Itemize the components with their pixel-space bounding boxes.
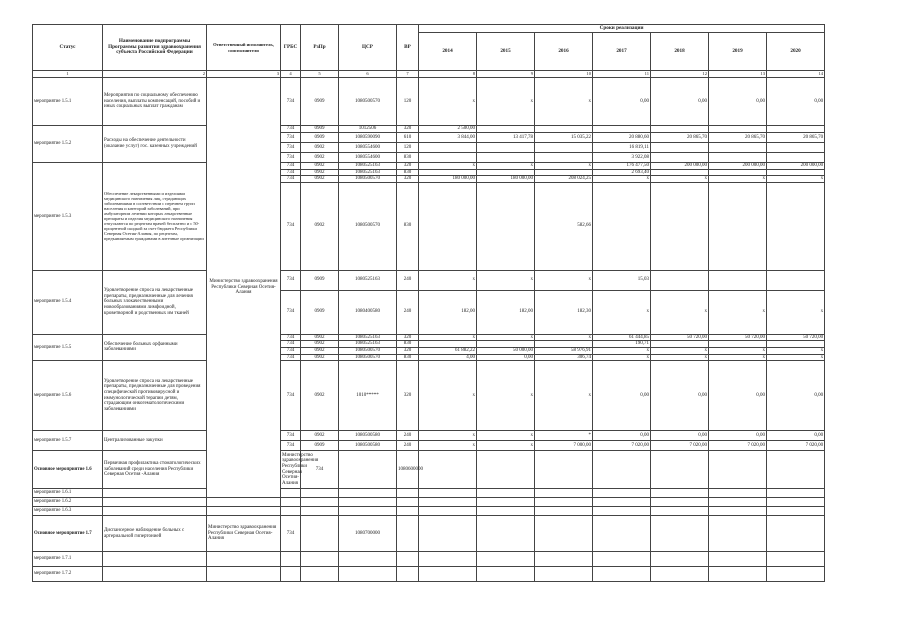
- col-number: 10: [535, 71, 593, 78]
- cell-value: x: [477, 78, 535, 126]
- col-number: 3: [207, 71, 281, 78]
- col-number: 14: [767, 71, 825, 78]
- cell-value: [651, 169, 709, 176]
- cell-grbs: 734: [281, 290, 301, 334]
- cell-value: [767, 182, 825, 270]
- cell-vr: 320: [397, 361, 419, 431]
- header-period: Сроки реализации: [419, 25, 825, 33]
- cell-value: 208 024,25: [535, 176, 593, 183]
- cell-value: 7 020,00: [593, 441, 651, 451]
- cell-value: [709, 153, 767, 163]
- header-name: Наименование подпрограммы Программы развития здравоохранения субъекта Российской Федерации: [103, 25, 207, 71]
- cell-value: x: [709, 176, 767, 183]
- cell-value: x: [593, 347, 651, 354]
- cell-csr: 1080500570: [339, 78, 397, 126]
- cell-vr: 120: [397, 78, 419, 126]
- header-rzpr: РзПр: [301, 25, 339, 71]
- cell-vr: 120: [397, 143, 419, 153]
- cell-value: 200 000,00: [767, 163, 825, 170]
- cell-grbs: 734: [281, 354, 301, 361]
- row-status: мероприятие 1.5.5: [33, 334, 103, 360]
- cell-value: [535, 169, 593, 176]
- cell-value: [477, 143, 535, 153]
- col-number: 6: [339, 71, 397, 78]
- cell-value: [709, 143, 767, 153]
- cell-csr: 1080525163: [339, 341, 397, 348]
- cell-value: x: [767, 290, 825, 334]
- cell-grbs: 734: [281, 78, 301, 126]
- cell-vr: 830: [397, 354, 419, 361]
- cell-grbs: 734: [281, 441, 301, 451]
- cell-grbs: 734: [281, 270, 301, 290]
- header-year: 2019: [709, 33, 767, 71]
- row-name: Централизованные закупки: [103, 431, 207, 451]
- row-status: мероприятие 1.6.3: [33, 507, 103, 516]
- cell-value: 13 417,78: [477, 133, 535, 143]
- cell-rzpr: 0902: [301, 182, 339, 270]
- cell-value: [477, 169, 535, 176]
- cell-csr: 1080554600: [339, 153, 397, 163]
- cell-value: x: [419, 441, 477, 451]
- cell-value: [767, 341, 825, 348]
- cell-value: x: [651, 354, 709, 361]
- cell-rzpr: 0909: [301, 126, 339, 133]
- cell-value: [477, 182, 535, 270]
- cell-value: 182,30: [535, 290, 593, 334]
- cell-value: [767, 169, 825, 176]
- cell-value: 61 444,85: [593, 334, 651, 341]
- cell-value: [767, 270, 825, 290]
- cell-value: [477, 341, 535, 348]
- cell-vr: 320: [397, 347, 419, 354]
- cell-value: 0,00: [593, 431, 651, 441]
- row-status: мероприятие 1.7.2: [33, 567, 103, 582]
- cell-value: 50 000,00: [477, 347, 535, 354]
- cell-vr: 240: [397, 270, 419, 290]
- row-name: Обеспечение лекарственными и изделиями медицинского назначения лиц, страдающих заболеваниями в соответствии с перечнем групп населения и категорий заболеваний, при амбулаторном лечении которых лекарственные препараты и изделия медицинского назначения отпускаются по рецептам врачей бесплатно и с 50-процентной скидкой за счет бюджета Республики Северная Осетия-Алания, по рецептам, предъявляемым гражданами в аптечные организации: [103, 163, 207, 271]
- row-status: мероприятие 1.6.2: [33, 498, 103, 507]
- cell-value: [709, 126, 767, 133]
- cell-value: [535, 153, 593, 163]
- row-name: Расходы на обеспечение деятельности (оказание услуг) гос. казенных учреждений: [103, 126, 207, 163]
- cell-value: 0,00: [709, 78, 767, 126]
- cell-value: 190,71: [593, 341, 651, 348]
- cell-csr: 1080500570: [339, 354, 397, 361]
- budget-table: [32, 24, 825, 582]
- row-executor: Министерство здравоохранения Республики Северная Осетия-Алания: [207, 78, 281, 498]
- cell-grbs: 734: [281, 516, 301, 552]
- cell-value: 3 844,00: [419, 133, 477, 143]
- row-status: мероприятие 1.5.6: [33, 361, 103, 431]
- cell-value: [419, 341, 477, 348]
- cell-value: 16 819,11: [593, 143, 651, 153]
- cell-value: [477, 153, 535, 163]
- row-status: мероприятие 1.6.1: [33, 489, 103, 498]
- cell-rzpr: 0909: [301, 290, 339, 334]
- cell-rzpr: 0909: [301, 270, 339, 290]
- row-name: Удовлетворение спроса на лекарственные препараты, предназначенные для лечения больных злокачественными новообразованиями лимфоидной, кроветворной и родственных им тканей: [103, 270, 207, 334]
- cell-vr: 240: [397, 290, 419, 334]
- cell-value: [535, 341, 593, 348]
- col-number: 7: [397, 71, 419, 78]
- cell-value: 2 500,00: [419, 126, 477, 133]
- cell-value: [651, 341, 709, 348]
- cell-value: 0,00: [651, 431, 709, 441]
- header-year: 2020: [767, 33, 825, 71]
- cell-value: 200 000,00: [651, 163, 709, 170]
- cell-rzpr: 0902: [301, 169, 339, 176]
- cell-csr: 1080600000: [397, 451, 419, 489]
- cell-vr: 240: [397, 431, 419, 441]
- row-name: Обеспечение больных орфанными заболеваниями: [103, 334, 207, 360]
- row-status: мероприятие 1.5.4: [33, 270, 103, 334]
- col-number: 2: [103, 71, 207, 78]
- cell-value: x: [535, 163, 593, 170]
- cell-value: 50 720,00: [709, 334, 767, 341]
- cell-value: x: [477, 334, 535, 341]
- cell-value: x: [535, 78, 593, 126]
- header-executor: Ответственный исполнитель, соисполнители: [207, 25, 281, 71]
- cell-value: 0,00: [477, 354, 535, 361]
- cell-csr: 1080500580: [339, 441, 397, 451]
- cell-grbs: 734: [301, 451, 339, 489]
- cell-value: 0,00: [651, 78, 709, 126]
- cell-grbs: 734: [281, 163, 301, 170]
- row-status: мероприятие 1.5.2: [33, 126, 103, 163]
- cell-vr: 320: [397, 126, 419, 133]
- cell-vr: 320: [397, 163, 419, 170]
- cell-csr: 1080525163: [339, 169, 397, 176]
- col-number: 8: [419, 71, 477, 78]
- cell-csr: 1080700000: [339, 516, 397, 552]
- cell-grbs: 734: [281, 126, 301, 133]
- cell-value: [709, 182, 767, 270]
- cell-csr: 1080525163: [339, 334, 397, 341]
- cell-csr: 1080400580: [339, 290, 397, 334]
- cell-value: 7 020,00: [767, 441, 825, 451]
- cell-value: x: [419, 163, 477, 170]
- cell-rzpr: 0902: [301, 163, 339, 170]
- header-status: Статус: [33, 25, 103, 71]
- cell-value: [535, 126, 593, 133]
- cell-value: x: [477, 431, 535, 441]
- cell-value: x: [651, 176, 709, 183]
- cell-value: 20 880,60: [593, 133, 651, 143]
- cell-value: [709, 270, 767, 290]
- cell-value: 182,00: [419, 290, 477, 334]
- cell-value: x: [477, 163, 535, 170]
- cell-value: [593, 182, 651, 270]
- cell-value: [709, 341, 767, 348]
- cell-csr: 1080500570: [339, 347, 397, 354]
- cell-vr: 320: [397, 176, 419, 183]
- cell-rzpr: 0902: [301, 431, 339, 441]
- col-number: 13: [709, 71, 767, 78]
- cell-grbs: 734: [281, 153, 301, 163]
- cell-value: 15 035,22: [535, 133, 593, 143]
- cell-value: [651, 153, 709, 163]
- cell-value: 3 922,08: [593, 153, 651, 163]
- cell-value: x: [709, 354, 767, 361]
- cell-csr: 1080525163: [339, 163, 397, 170]
- header-year: 2014: [419, 33, 477, 71]
- cell-grbs: 734: [281, 133, 301, 143]
- cell-csr: 1080500570: [339, 182, 397, 270]
- row-status: мероприятие 1.5.3: [33, 163, 103, 271]
- cell-value: 20 865,70: [709, 133, 767, 143]
- row-executor: Министерство здравоохранения Республики Северная Осетия-Алания: [207, 516, 281, 552]
- cell-rzpr: 0902: [301, 354, 339, 361]
- cell-grbs: 734: [281, 176, 301, 183]
- cell-grbs: 734: [281, 169, 301, 176]
- header-year: 2017: [593, 33, 651, 71]
- cell-value: [419, 143, 477, 153]
- cell-value: [651, 143, 709, 153]
- cell-vr: 830: [397, 182, 419, 270]
- cell-rzpr: 0902: [301, 334, 339, 341]
- row-status: мероприятие 1.5.7: [33, 431, 103, 451]
- cell-value: 20 865,70: [651, 133, 709, 143]
- cell-value: [651, 182, 709, 270]
- header-grbs: ГРБС: [281, 25, 301, 71]
- cell-vr: 240: [397, 441, 419, 451]
- cell-value: 200 000,00: [709, 163, 767, 170]
- col-number: 9: [477, 71, 535, 78]
- cell-value: x: [767, 176, 825, 183]
- row-name: Диспансерное наблюдение больных с артериальной гипертонией: [103, 516, 207, 552]
- cell-value: x: [593, 176, 651, 183]
- cell-value: x: [419, 361, 477, 431]
- header-year: 2016: [535, 33, 593, 71]
- cell-value: x: [651, 347, 709, 354]
- col-number: 1: [33, 71, 103, 78]
- row-status: мероприятие 1.7.1: [33, 552, 103, 567]
- cell-value: 50 720,00: [651, 334, 709, 341]
- cell-value: x: [419, 270, 477, 290]
- cell-value: 0,00: [593, 361, 651, 431]
- cell-value: x: [767, 354, 825, 361]
- row-status: Основное мероприятие 1.7: [33, 516, 103, 552]
- row-name: Мероприятия по социальному обеспечению населения, выплаты компенсаций, пособий и иных социальных выплат гражданам: [103, 78, 207, 126]
- cell-value: x: [709, 347, 767, 354]
- cell-value: 182,00: [477, 290, 535, 334]
- cell-value: [477, 126, 535, 133]
- cell-value: x: [477, 361, 535, 431]
- cell-value: [651, 126, 709, 133]
- cell-rzpr: 0909: [301, 133, 339, 143]
- cell-csr: 1080590090: [339, 133, 397, 143]
- cell-grbs: 734: [281, 361, 301, 431]
- cell-value: 0,00: [651, 361, 709, 431]
- cell-grbs: 734: [281, 334, 301, 341]
- col-number: 12: [651, 71, 709, 78]
- cell-csr: 1080500570: [339, 176, 397, 183]
- cell-value: *: [535, 431, 593, 441]
- cell-value: x: [651, 290, 709, 334]
- cell-value: x: [477, 441, 535, 451]
- header-year: 2015: [477, 33, 535, 71]
- cell-value: x: [419, 334, 477, 341]
- cell-grbs: 734: [281, 347, 301, 354]
- cell-rzpr: 0902: [301, 143, 339, 153]
- header-year: 2018: [651, 33, 709, 71]
- cell-grbs: 734: [281, 182, 301, 270]
- cell-grbs: 734: [281, 341, 301, 348]
- cell-value: 0,00: [593, 78, 651, 126]
- cell-value: x: [419, 78, 477, 126]
- row-status: мероприятие 1.5.1: [33, 78, 103, 126]
- cell-csr: 1080500580: [339, 431, 397, 441]
- cell-vr: 320: [397, 334, 419, 341]
- cell-value: x: [593, 290, 651, 334]
- cell-value: [419, 153, 477, 163]
- cell-rzpr: 0902: [301, 347, 339, 354]
- cell-csr: 1080525163: [339, 270, 397, 290]
- cell-value: x: [593, 354, 651, 361]
- cell-value: 0,00: [767, 431, 825, 441]
- cell-value: [651, 270, 709, 290]
- row-status: Основное мероприятие 1.6: [33, 451, 103, 489]
- cell-csr: 1010*****: [339, 361, 397, 431]
- cell-rzpr: 0902: [301, 153, 339, 163]
- cell-value: 582,66: [535, 182, 593, 270]
- cell-grbs: 734: [281, 143, 301, 153]
- cell-rzpr: 0902: [301, 176, 339, 183]
- cell-value: [535, 143, 593, 153]
- cell-value: 0,00: [767, 361, 825, 431]
- cell-value: 50 720,00: [767, 334, 825, 341]
- col-number: 4: [281, 71, 301, 78]
- cell-value: [767, 143, 825, 153]
- cell-value: x: [535, 334, 593, 341]
- header-csr: ЦСР: [339, 25, 397, 71]
- cell-value: 58 976,91: [535, 347, 593, 354]
- cell-rzpr: 0902: [301, 341, 339, 348]
- cell-value: [709, 169, 767, 176]
- col-number: 11: [593, 71, 651, 78]
- cell-csr: 1012506: [339, 126, 397, 133]
- cell-value: 176 477,50: [593, 163, 651, 170]
- cell-value: [767, 126, 825, 133]
- cell-value: [419, 169, 477, 176]
- cell-value: 7 020,00: [651, 441, 709, 451]
- cell-value: 0,00: [709, 431, 767, 441]
- row-executor: Министерство здравоохранения Республики Северная Осетия-Алания: [281, 451, 301, 489]
- cell-value: 7 020,00: [709, 441, 767, 451]
- cell-rzpr: 0909: [301, 78, 339, 126]
- cell-value: 61 882,22: [419, 347, 477, 354]
- row-name: Первичная профилактика стоматологических заболеваний среди населения Республики Северная Осетия -Алания: [103, 451, 207, 489]
- cell-value: 20 865,70: [767, 133, 825, 143]
- cell-value: 4,00: [419, 354, 477, 361]
- cell-value: 180 000,00: [477, 176, 535, 183]
- cell-value: x: [767, 347, 825, 354]
- cell-rzpr: 0902: [301, 361, 339, 431]
- cell-value: 2 693,40: [593, 169, 651, 176]
- cell-rzpr: 0909: [301, 441, 339, 451]
- cell-value: x: [477, 270, 535, 290]
- cell-value: x: [535, 361, 593, 431]
- cell-value: x: [709, 290, 767, 334]
- cell-value: [593, 126, 651, 133]
- cell-vr: 610: [397, 133, 419, 143]
- cell-value: 0,00: [767, 78, 825, 126]
- cell-value: 7 000,00: [535, 441, 593, 451]
- cell-value: 15,03: [593, 270, 651, 290]
- cell-value: x: [419, 431, 477, 441]
- cell-value: 180 000,00: [419, 176, 477, 183]
- row-name: Удовлетворение спроса на лекарственные препараты, предназначенные для проведения специфической противовирусной и иммунологической терапии детям, страдающим онкогематологическими заболеваниями: [103, 361, 207, 431]
- cell-vr: 830: [397, 341, 419, 348]
- cell-vr: 830: [397, 153, 419, 163]
- header-vr: ВР: [397, 25, 419, 71]
- cell-value: x: [535, 270, 593, 290]
- cell-grbs: 734: [281, 431, 301, 441]
- cell-value: 0,00: [709, 361, 767, 431]
- cell-vr: 830: [397, 169, 419, 176]
- col-number: 5: [301, 71, 339, 78]
- cell-value: [767, 153, 825, 163]
- cell-value: 306,74: [535, 354, 593, 361]
- cell-value: [419, 182, 477, 270]
- cell-csr: 1080554600: [339, 143, 397, 153]
